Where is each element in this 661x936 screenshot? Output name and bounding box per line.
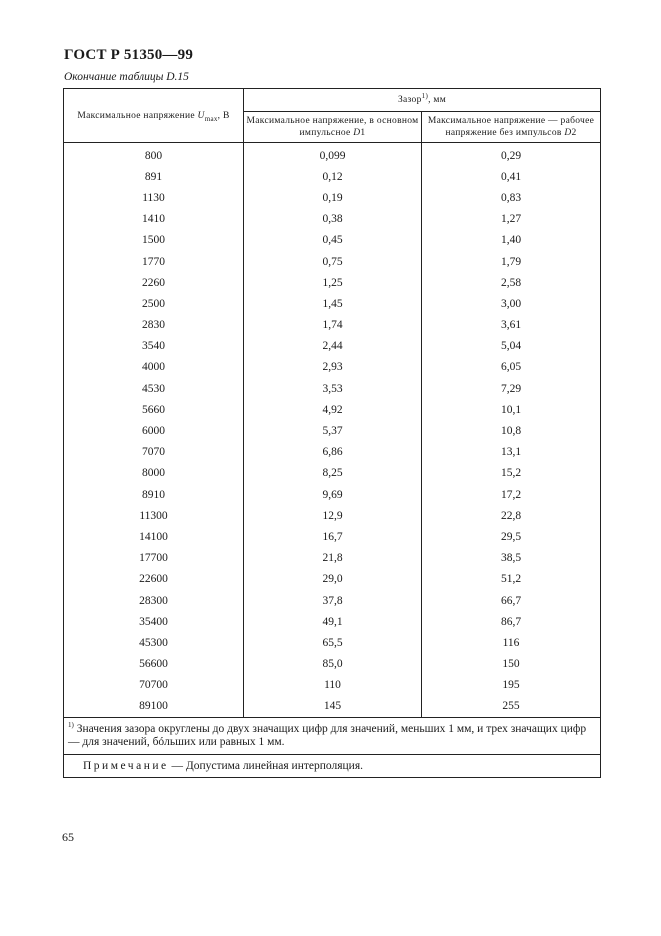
cell-d2: 22,8 [422,505,601,526]
footnote [64,718,601,755]
cell-d1: 0,45 [244,230,422,251]
clearance-unit: , мм [428,95,447,105]
table-body [64,143,601,718]
cell-d1: 12,9 [244,505,422,526]
cell-d2: 116 [422,632,601,653]
cell-voltage: 4530 [64,378,244,399]
cell-voltage: 891 [64,166,244,187]
table-row [64,675,601,696]
table-row [64,463,601,484]
cell-d1: 5,37 [244,420,422,441]
cell-d2: 3,00 [422,293,601,314]
cell-d2: 51,2 [422,569,601,590]
cell-voltage: 2830 [64,315,244,336]
cell-d1: 8,25 [244,463,422,484]
cell-voltage: 3540 [64,336,244,357]
cell-d1: 3,53 [244,378,422,399]
cell-d1: 1,25 [244,272,422,293]
table-row [64,505,601,526]
cell-voltage: 11300 [64,505,244,526]
table-row [64,399,601,420]
cell-d1: 145 [244,696,422,718]
cell-d2: 1,27 [422,209,601,230]
table-row [64,293,601,314]
cell-d2: 6,05 [422,357,601,378]
cell-d2: 0,29 [422,143,601,167]
voltage-header-suffix: , В [217,110,230,121]
cell-d1: 9,69 [244,484,422,505]
cell-d2: 5,04 [422,336,601,357]
cell-voltage: 35400 [64,611,244,632]
cell-d2: 15,2 [422,463,601,484]
clearance-label: Зазор [397,95,422,105]
cell-d2: 10,8 [422,420,601,441]
cell-voltage: 22600 [64,569,244,590]
cell-voltage: 2500 [64,293,244,314]
cell-d2: 3,61 [422,315,601,336]
cell-d1: 2,44 [244,336,422,357]
cell-voltage: 4000 [64,357,244,378]
column-group-clearance [244,89,601,112]
note [64,755,601,778]
clearance-table [63,88,601,778]
table-row [64,654,601,675]
cell-d1: 6,86 [244,442,422,463]
cell-d1: 49,1 [244,611,422,632]
cell-d2: 7,29 [422,378,601,399]
cell-d1: 1,45 [244,293,422,314]
cell-d1: 29,0 [244,569,422,590]
d1-variable: D [353,128,361,138]
table-row [64,166,601,187]
cell-d2: 10,1 [422,399,601,420]
cell-voltage: 17700 [64,548,244,569]
note-text: — Допустима линейная интерполяция. [168,760,363,773]
cell-voltage: 1130 [64,187,244,208]
cell-d2: 86,7 [422,611,601,632]
footnote-text: Значения зазора округлены до двух значащих цифр для значений, меньших 1 мм, и трех значащих цифр — для значений, бóльших или равных 1 мм. [68,723,587,749]
cell-d1: 37,8 [244,590,422,611]
note-label: Примечание [83,760,169,773]
cell-voltage: 1410 [64,209,244,230]
cell-d2: 2,58 [422,272,601,293]
table-row [64,526,601,547]
cell-voltage: 6000 [64,420,244,441]
cell-voltage: 14100 [64,526,244,547]
d2-header-text: Максимальное напряжение — рабочее напряжение без импульсов [427,116,595,138]
table-row [64,420,601,441]
cell-d1: 0,75 [244,251,422,272]
cell-d2: 150 [422,654,601,675]
document-header: ГОСТ Р 51350—99 [64,47,194,63]
cell-d1: 4,92 [244,399,422,420]
footnote-marker: 1) [68,721,74,730]
cell-d2: 66,7 [422,590,601,611]
table-row [64,632,601,653]
cell-d2: 29,5 [422,526,601,547]
table-row [64,442,601,463]
table-row [64,230,601,251]
table-row [64,143,601,167]
table-row [64,696,601,718]
table-row [64,569,601,590]
cell-d2: 255 [422,696,601,718]
cell-d1: 0,19 [244,187,422,208]
cell-d1: 65,5 [244,632,422,653]
cell-d1: 85,0 [244,654,422,675]
cell-d1: 0,38 [244,209,422,230]
cell-d2: 1,40 [422,230,601,251]
cell-voltage: 1500 [64,230,244,251]
table-row [64,378,601,399]
table-row [64,611,601,632]
table-row [64,484,601,505]
voltage-variable: U [197,110,205,121]
cell-d2: 0,83 [422,187,601,208]
table-row [64,336,601,357]
cell-voltage: 8910 [64,484,244,505]
cell-voltage: 8000 [64,463,244,484]
cell-d1: 21,8 [244,548,422,569]
cell-voltage: 1770 [64,251,244,272]
cell-d1: 2,93 [244,357,422,378]
table-caption: Окончание таблицы D.15 [64,71,189,83]
d2-index: 2 [571,128,577,138]
cell-d2: 13,1 [422,442,601,463]
table-row [64,272,601,293]
table-row [64,187,601,208]
d1-index: 1 [360,128,366,138]
page-number: 65 [62,830,74,844]
voltage-subscript: max [204,114,218,123]
cell-voltage: 70700 [64,675,244,696]
column-header-voltage [64,89,244,143]
cell-voltage: 7070 [64,442,244,463]
cell-d1: 16,7 [244,526,422,547]
cell-d2: 0,41 [422,166,601,187]
table-row [64,251,601,272]
cell-d2: 17,2 [422,484,601,505]
cell-voltage: 56600 [64,654,244,675]
column-header-d2 [422,112,601,143]
voltage-header-prefix: Максимальное напряжение [77,110,198,121]
cell-d2: 38,5 [422,548,601,569]
cell-d2: 1,79 [422,251,601,272]
cell-d2: 195 [422,675,601,696]
cell-voltage: 89100 [64,696,244,718]
cell-d1: 110 [244,675,422,696]
column-header-d1 [244,112,422,143]
table-row [64,590,601,611]
cell-voltage: 45300 [64,632,244,653]
d1-header-text: Максимальное напряжение, в основном импульсное [246,116,419,138]
cell-d1: 0,099 [244,143,422,167]
cell-voltage: 2260 [64,272,244,293]
d2-variable: D [564,128,572,138]
cell-voltage: 28300 [64,590,244,611]
footnote-ref: 1) [421,91,429,100]
table-row [64,548,601,569]
cell-voltage: 5660 [64,399,244,420]
table-row [64,357,601,378]
table-row [64,209,601,230]
cell-d1: 1,74 [244,315,422,336]
cell-d1: 0,12 [244,166,422,187]
table-row [64,315,601,336]
cell-voltage: 800 [64,143,244,167]
